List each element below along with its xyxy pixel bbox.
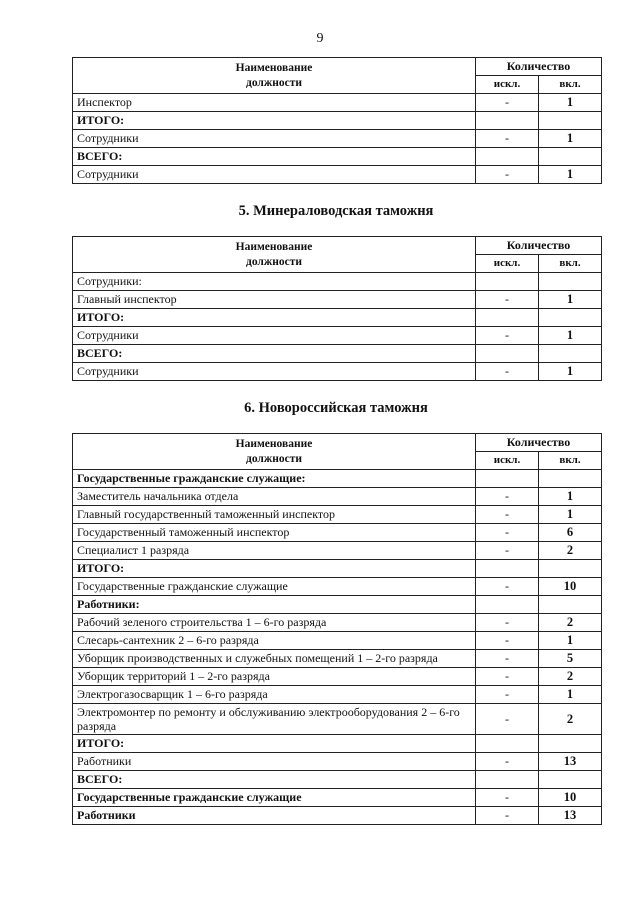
included-count-cell xyxy=(539,560,602,578)
table-row xyxy=(73,650,602,668)
excluded-count-cell: - xyxy=(476,327,539,345)
excluded-count-cell xyxy=(476,345,539,363)
column-header-position-line1: Наименование xyxy=(235,61,313,74)
position-cell: ВСЕГО: xyxy=(73,148,476,166)
column-header-position xyxy=(73,434,476,470)
position-cell: Сотрудники xyxy=(73,327,476,345)
position-cell: Заместитель начальника отдела xyxy=(73,488,476,506)
position-cell: Рабочий зеленого строительства 1 – 6-го разряда xyxy=(73,614,476,632)
excluded-count-cell xyxy=(476,596,539,614)
table-row xyxy=(73,704,602,735)
page-number: 9 xyxy=(316,31,324,46)
included-count-cell: 13 xyxy=(539,753,602,771)
column-header-position xyxy=(73,237,476,273)
table-row-label xyxy=(73,148,602,166)
column-header-included: вкл. xyxy=(539,452,602,470)
excluded-count-cell: - xyxy=(476,578,539,596)
included-count-cell: 2 xyxy=(539,614,602,632)
included-count-cell: 1 xyxy=(539,506,602,524)
excluded-count-cell xyxy=(476,112,539,130)
table-row xyxy=(73,524,602,542)
column-header-excluded: искл. xyxy=(476,76,539,94)
excluded-count-cell: - xyxy=(476,524,539,542)
excluded-count-cell xyxy=(476,148,539,166)
position-cell: Главный государственный таможенный инспектор xyxy=(73,506,476,524)
column-header-included: вкл. xyxy=(539,76,602,94)
table-row-label xyxy=(73,560,602,578)
position-cell: Слесарь-сантехник 2 – 6-го разряда xyxy=(73,632,476,650)
position-cell: Уборщик производственных и служебных помещений 1 – 2-го разряда xyxy=(73,650,476,668)
position-cell: ВСЕГО: xyxy=(73,771,476,789)
column-header-quantity: Количество xyxy=(476,434,602,452)
position-cell: Сотрудники: xyxy=(73,273,476,291)
excluded-count-cell: - xyxy=(476,542,539,560)
position-cell: ИТОГО: xyxy=(73,309,476,327)
excluded-count-cell xyxy=(476,771,539,789)
table-row xyxy=(73,668,602,686)
table-row xyxy=(73,753,602,771)
position-cell: ИТОГО: xyxy=(73,560,476,578)
excluded-count-cell: - xyxy=(476,506,539,524)
staff-table-mineralovodskaya xyxy=(72,236,602,381)
included-count-cell xyxy=(539,112,602,130)
included-count-cell: 1 xyxy=(539,94,602,112)
table-row xyxy=(73,542,602,560)
table-row xyxy=(73,291,602,309)
position-cell: Государственный таможенный инспектор xyxy=(73,524,476,542)
included-count-cell: 10 xyxy=(539,578,602,596)
table-row-label xyxy=(73,789,602,807)
table-row-label xyxy=(73,807,602,825)
position-cell: Работники xyxy=(73,753,476,771)
excluded-count-cell: - xyxy=(476,130,539,148)
excluded-count-cell: - xyxy=(476,488,539,506)
included-count-cell: 2 xyxy=(539,542,602,560)
excluded-count-cell xyxy=(476,735,539,753)
excluded-count-cell xyxy=(476,470,539,488)
included-count-cell: 2 xyxy=(539,668,602,686)
included-count-cell xyxy=(539,771,602,789)
column-header-quantity: Количество xyxy=(476,237,602,255)
table-row xyxy=(73,614,602,632)
column-header-position-line2: должности xyxy=(246,76,302,89)
table-row xyxy=(73,686,602,704)
excluded-count-cell xyxy=(476,309,539,327)
included-count-cell xyxy=(539,735,602,753)
table-row-label xyxy=(73,470,602,488)
included-count-cell xyxy=(539,148,602,166)
included-count-cell: 13 xyxy=(539,807,602,825)
included-count-cell: 1 xyxy=(539,488,602,506)
position-cell: ВСЕГО: xyxy=(73,345,476,363)
table-row xyxy=(73,166,602,184)
position-cell: Инспектор xyxy=(73,94,476,112)
included-count-cell: 1 xyxy=(539,363,602,381)
included-count-cell: 5 xyxy=(539,650,602,668)
staff-table-continued xyxy=(72,57,602,184)
excluded-count-cell xyxy=(476,560,539,578)
table-row xyxy=(73,578,602,596)
table-row xyxy=(73,632,602,650)
included-count-cell: 6 xyxy=(539,524,602,542)
column-header-quantity: Количество xyxy=(476,58,602,76)
included-count-cell: 10 xyxy=(539,789,602,807)
included-count-cell: 1 xyxy=(539,632,602,650)
section-title-mineralovodskaya: 5. Минераловодская таможня xyxy=(238,203,434,219)
excluded-count-cell: - xyxy=(476,291,539,309)
excluded-count-cell: - xyxy=(476,363,539,381)
table-row xyxy=(73,130,602,148)
position-cell: ИТОГО: xyxy=(73,112,476,130)
table-row xyxy=(73,363,602,381)
included-count-cell: 1 xyxy=(539,291,602,309)
excluded-count-cell: - xyxy=(476,789,539,807)
table-row xyxy=(73,273,602,291)
included-count-cell: 1 xyxy=(539,166,602,184)
excluded-count-cell: - xyxy=(476,650,539,668)
excluded-count-cell: - xyxy=(476,668,539,686)
column-header-included: вкл. xyxy=(539,255,602,273)
position-cell: Государственные гражданские служащие: xyxy=(73,470,476,488)
table-row xyxy=(73,506,602,524)
excluded-count-cell: - xyxy=(476,94,539,112)
included-count-cell: 2 xyxy=(539,704,602,735)
included-count-cell xyxy=(539,596,602,614)
column-header-position-line1: Наименование xyxy=(235,240,313,253)
position-cell: ИТОГО: xyxy=(73,735,476,753)
table-row-label xyxy=(73,771,602,789)
position-cell: Сотрудники xyxy=(73,363,476,381)
excluded-count-cell: - xyxy=(476,753,539,771)
column-header-position-line2: должности xyxy=(246,452,302,465)
included-count-cell xyxy=(539,273,602,291)
table-row-label xyxy=(73,596,602,614)
position-cell: Специалист 1 разряда xyxy=(73,542,476,560)
excluded-count-cell: - xyxy=(476,686,539,704)
position-cell: Сотрудники xyxy=(73,166,476,184)
section-title-novorossiyskaya: 6. Новороссийская таможня xyxy=(244,400,428,416)
table-row xyxy=(73,327,602,345)
position-cell: Государственные гражданские служащие xyxy=(73,789,476,807)
column-header-position-line2: должности xyxy=(246,255,302,268)
table-row-label xyxy=(73,309,602,327)
staff-table-novorossiyskaya xyxy=(72,433,602,825)
position-cell: Электрогазосварщик 1 – 6-го разряда xyxy=(73,686,476,704)
excluded-count-cell: - xyxy=(476,166,539,184)
table-row xyxy=(73,94,602,112)
included-count-cell xyxy=(539,470,602,488)
excluded-count-cell: - xyxy=(476,704,539,735)
position-cell: Сотрудники xyxy=(73,130,476,148)
included-count-cell xyxy=(539,345,602,363)
column-header-position-line1: Наименование xyxy=(235,437,313,450)
excluded-count-cell: - xyxy=(476,807,539,825)
position-cell: Электромонтер по ремонту и обслуживанию электрооборудования 2 – 6-го разряда xyxy=(73,704,476,735)
position-cell: Главный инспектор xyxy=(73,291,476,309)
excluded-count-cell xyxy=(476,273,539,291)
position-cell: Работники xyxy=(73,807,476,825)
column-header-excluded: искл. xyxy=(476,255,539,273)
included-count-cell xyxy=(539,309,602,327)
included-count-cell: 1 xyxy=(539,130,602,148)
column-header-excluded: искл. xyxy=(476,452,539,470)
included-count-cell: 1 xyxy=(539,686,602,704)
table-row-label xyxy=(73,112,602,130)
position-cell: Уборщик территорий 1 – 2-го разряда xyxy=(73,668,476,686)
excluded-count-cell: - xyxy=(476,632,539,650)
position-cell: Работники: xyxy=(73,596,476,614)
included-count-cell: 1 xyxy=(539,327,602,345)
table-row xyxy=(73,488,602,506)
position-cell: Государственные гражданские служащие xyxy=(73,578,476,596)
table-row-label xyxy=(73,735,602,753)
excluded-count-cell: - xyxy=(476,614,539,632)
column-header-position xyxy=(73,58,476,94)
table-row-label xyxy=(73,345,602,363)
